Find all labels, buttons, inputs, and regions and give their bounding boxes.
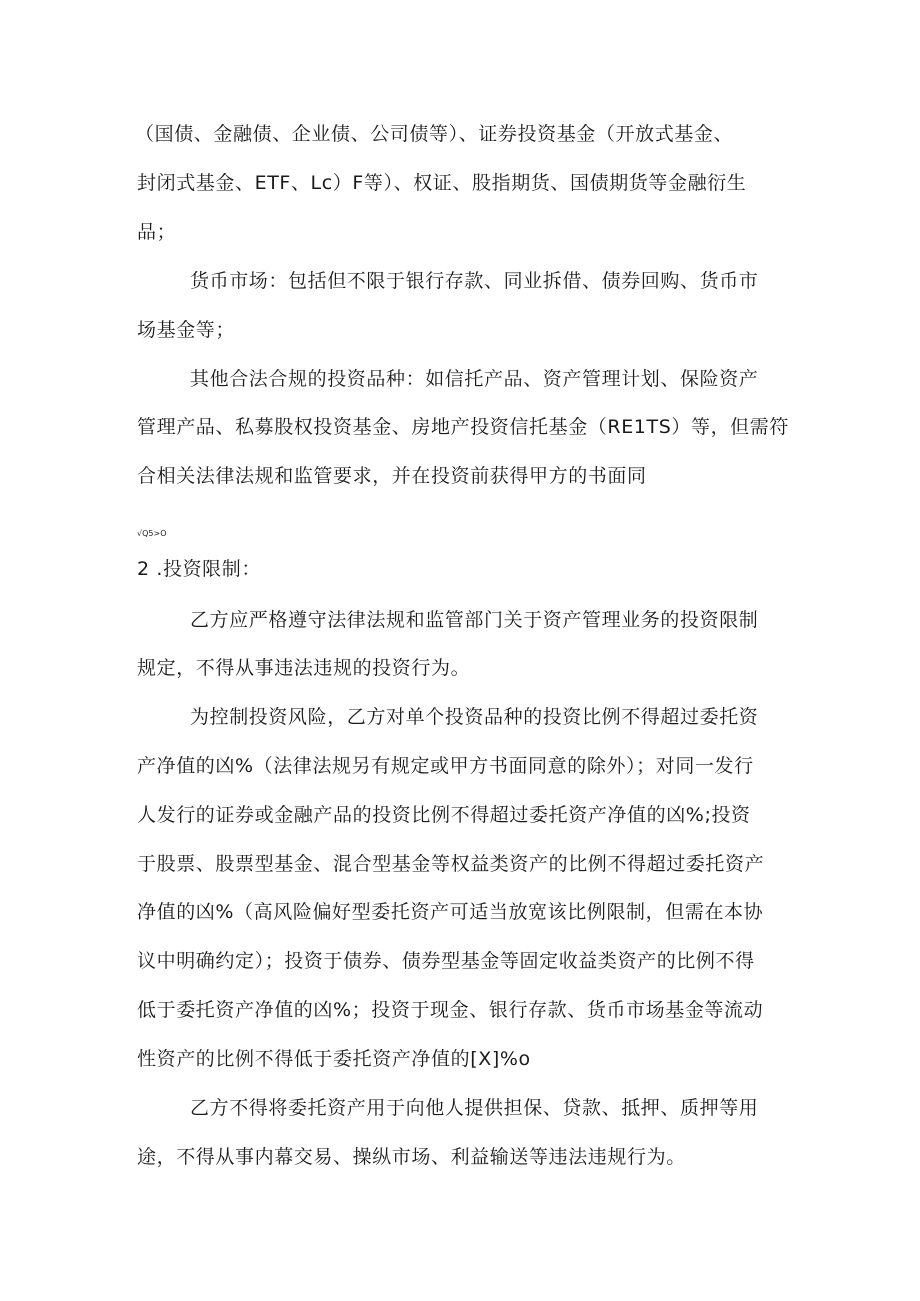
paragraph-line: 乙方应严格遵守法律法规和监管部门关于资产管理业务的投资限制 — [190, 609, 759, 631]
paragraph-line: 途，不得从事内幕交易、操纵市场、利益输送等违法违规行为。 — [137, 1146, 686, 1168]
paragraph-line: 规定，不得从事违法违规的投资行为。 — [137, 657, 471, 679]
paragraph-line: 为控制投资风险，乙方对单个投资品种的投资比例不得超过委托资 — [190, 706, 759, 728]
paragraph-line: 封闭式基金、ETF、Lc）F等）、权证、股指期货、国债期货等金融衍生 — [137, 172, 747, 194]
paragraph-line: （国债、金融债、企业债、公司债等）、证券投资基金（开放式基金、 — [135, 123, 734, 145]
paragraph-line: 合相关法律法规和监管要求，并在投资前获得甲方的书面同 — [137, 465, 647, 487]
paragraph-line: 乙方不得将委托资产用于向他人提供担保、贷款、抵押、质押等用 — [190, 1097, 759, 1119]
paragraph-line: 产净值的凶%（法律法规另有规定或甲方书面同意的除外）；对同一发行 — [137, 755, 754, 777]
paragraph-line: 低于委托资产净值的凶%；投资于现金、银行存款、货币市场基金等流动 — [137, 999, 764, 1021]
paragraph-line: 货币市场：包括但不限于银行存款、同业拆借、债券回购、货币市 — [190, 270, 759, 292]
paragraph-line: 于股票、股票型基金、混合型基金等权益类资产的比例不得超过委托资产 — [137, 853, 765, 875]
artifact-text: √Q5>O — [137, 529, 167, 538]
paragraph-line: 净值的凶%（高风险偏好型委托资产可适当放宽该比例限制，但需在本协 — [137, 901, 764, 923]
paragraph-line: 议中明确约定）；投资于债券、债券型基金等固定收益类资产的比例不得 — [137, 950, 755, 972]
paragraph-line: 性资产的比例不得低于委托资产净值的[X]%o — [137, 1048, 531, 1070]
paragraph-line: 人发行的证券或金融产品的投资比例不得超过委托资产净值的凶%;投资 — [137, 804, 751, 826]
paragraph-line: 场基金等； — [137, 319, 236, 341]
paragraph-line: 其他合法合规的投资品种：如信托产品、资产管理计划、保险资产 — [190, 368, 759, 390]
paragraph-line: 管理产品、私募股权投资基金、房地产投资信托基金（RE1TS）等，但需符 — [137, 416, 789, 438]
paragraph-line: 品； — [137, 221, 177, 243]
section-heading: 2 .投资限制： — [137, 558, 261, 580]
